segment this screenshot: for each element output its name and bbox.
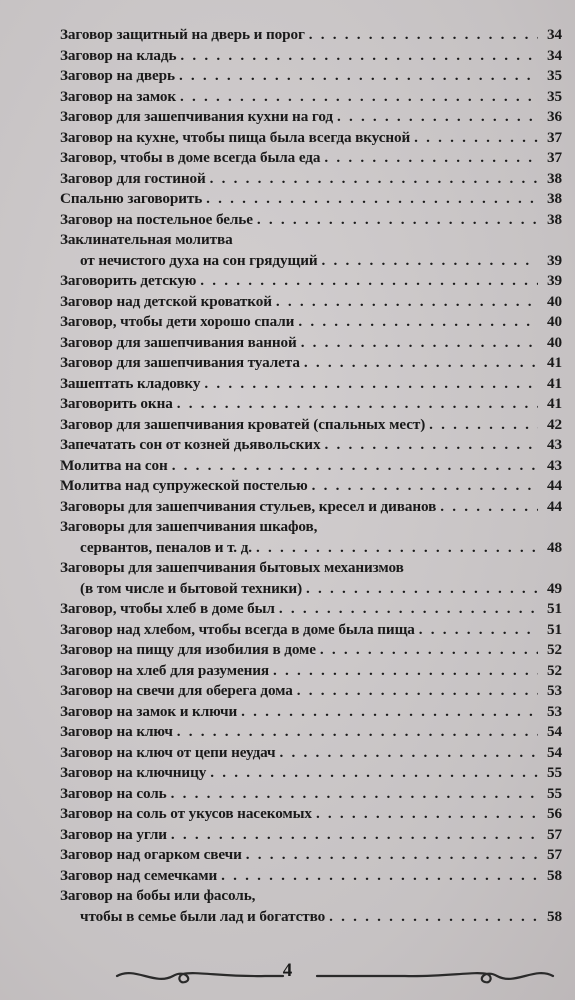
dot-leader [256, 538, 538, 559]
toc-entry [60, 886, 562, 907]
toc-entry-page: 44 [547, 477, 562, 494]
toc-entry-title: Заговоры для зашепчивания бытовых механизмов [60, 559, 404, 576]
toc-entry [60, 87, 562, 108]
dot-leader [297, 681, 538, 702]
dot-leader [329, 907, 538, 928]
toc-entry-page: 55 [547, 784, 562, 802]
toc-entry [60, 784, 562, 805]
dot-leader [180, 87, 538, 108]
dot-leader [276, 292, 538, 313]
toc-entry-page: 40 [547, 292, 562, 310]
toc-entry-title: Заговор над хлебом, чтобы всегда в доме была пища [60, 620, 415, 638]
toc-entry [60, 722, 562, 743]
toc-entry-page: 42 [547, 415, 562, 433]
dot-leader [320, 640, 538, 661]
toc-entry [60, 169, 562, 190]
toc-entry [60, 476, 562, 497]
toc-entry-title: Заговор для зашепчивания ванной [60, 333, 297, 351]
toc-entry-title: Заговор, чтобы в доме всегда была еда [60, 149, 321, 166]
dot-leader [180, 46, 538, 67]
dot-leader [280, 743, 538, 764]
toc-entry [60, 763, 562, 784]
toc-entry-page: 40 [547, 333, 562, 351]
dot-leader [429, 415, 538, 436]
toc-entry [60, 66, 562, 87]
toc-entry [60, 415, 562, 436]
dot-leader [316, 804, 538, 825]
toc-entry-title: Заговор на угли [60, 825, 167, 843]
toc-entry [60, 866, 562, 887]
dot-leader [312, 476, 538, 497]
toc-entry-title: Заговор защитный на дверь и порог [60, 26, 305, 43]
toc-entry [60, 804, 562, 825]
toc-entry-title: Заговор, чтобы хлеб в доме был [60, 600, 275, 617]
dot-leader [257, 210, 538, 231]
dot-leader [273, 661, 538, 682]
toc-entry-title: Заговоры для зашепчивания стульев, кресел и диванов [60, 497, 437, 515]
toc-entry [60, 845, 562, 866]
dot-leader [221, 866, 538, 887]
toc-entry-title: Заговор на кладь [60, 46, 177, 64]
toc-entry-title: Заклинательная молитва [60, 231, 233, 248]
toc-entry [60, 743, 562, 764]
toc-entry [60, 46, 562, 67]
toc-entry-title: Зашептать кладовку [60, 374, 201, 392]
toc-entry [60, 702, 562, 723]
toc-entry [60, 558, 562, 579]
toc-entry-title: сервантов, пеналов и т. д. [80, 538, 252, 556]
toc-entry-page: 38 [547, 190, 562, 207]
toc-entry [60, 497, 562, 518]
dot-leader [206, 189, 538, 210]
toc-entry-page: 39 [547, 251, 562, 269]
toc-entry-title: Спальню заговорить [60, 190, 203, 207]
dot-leader [324, 148, 538, 169]
toc-entry [60, 353, 562, 374]
toc-entry-page: 53 [547, 702, 562, 720]
toc-entry-page: 48 [547, 538, 562, 556]
toc-entry [60, 579, 562, 600]
toc-entry-title: Заговор на бобы или фасоль, [60, 887, 256, 904]
toc-entry-page: 57 [547, 825, 562, 843]
toc-entry [60, 107, 562, 128]
toc-entry-page: 52 [547, 641, 562, 658]
toc-entry-title: Заговор на ключ [60, 723, 173, 740]
toc-entry-title: Заговор над семечками [60, 866, 218, 884]
toc-entry [60, 312, 562, 333]
toc-entry [60, 230, 562, 251]
toc-entry-page: 56 [547, 805, 562, 822]
dot-leader [204, 374, 538, 395]
toc-entry-page: 58 [547, 907, 562, 925]
toc-entry [60, 271, 562, 292]
toc-entry [60, 210, 562, 231]
toc-entry-page: 54 [547, 723, 562, 740]
toc-entry-title: Заговор на кухне, чтобы пища была всегда вкусной [60, 128, 411, 146]
toc-entry [60, 394, 562, 415]
toc-entry-title: Запечатать сон от козней дьявольских [60, 436, 321, 453]
dot-leader [172, 456, 538, 477]
toc-entry [60, 538, 562, 559]
toc-entry-page: 43 [547, 456, 562, 474]
toc-entry-page: 53 [547, 682, 562, 699]
dot-leader [177, 722, 538, 743]
toc-entry-title: Заговор над детской кроваткой [60, 292, 272, 310]
toc-entry-page: 52 [547, 661, 562, 679]
toc-entry-title: Заговор на ключ от цепи неудач [60, 743, 276, 761]
dot-leader [200, 271, 538, 292]
toc-entry-title: Заговор на ключницу [60, 764, 207, 781]
dot-leader [419, 620, 538, 641]
toc-entry-title: Заговор для зашепчивания кроватей (спальных мест) [60, 415, 426, 433]
toc-entry-title: от нечистого духа на сон грядущий [80, 251, 318, 269]
toc-entry-page: 55 [547, 764, 562, 781]
table-of-contents [60, 25, 562, 927]
toc-entry [60, 620, 562, 641]
toc-entry [60, 907, 562, 928]
toc-entry [60, 374, 562, 395]
toc-entry [60, 435, 562, 456]
toc-entry [60, 640, 562, 661]
dot-leader [309, 25, 538, 46]
toc-entry [60, 681, 562, 702]
toc-entry [60, 189, 562, 210]
toc-entry [60, 128, 562, 149]
toc-entry-title: (в том числе и бытовой техники) [80, 579, 303, 597]
toc-entry-title: Заговор для зашепчивания туалета [60, 354, 300, 371]
toc-entry-page: 34 [547, 46, 562, 64]
toc-entry-page: 35 [547, 67, 562, 84]
page-number: 4 [282, 960, 293, 981]
toc-entry-title: Молитва на сон [60, 456, 168, 474]
toc-entry-title: Молитва над супружеской постелью [60, 477, 308, 494]
toc-entry-page: 51 [547, 620, 562, 638]
toc-entry-title: Заговор на пищу для изобилия в доме [60, 641, 316, 658]
toc-entry-title: Заговоры для зашепчивания шкафов, [60, 518, 318, 535]
dot-leader [171, 784, 538, 805]
dot-leader [324, 435, 538, 456]
dot-leader [414, 128, 538, 149]
dot-leader [246, 845, 538, 866]
toc-entry-title: Заговор на соль от укусов насекомых [60, 805, 312, 822]
toc-entry-page: 40 [547, 313, 562, 330]
toc-entry-title: Заговор, чтобы дети хорошо спали [60, 313, 295, 330]
toc-entry-page: 54 [547, 743, 562, 761]
toc-entry-page: 39 [547, 272, 562, 289]
toc-entry-title: Заговор для гостиной [60, 169, 206, 187]
toc-entry-page: 41 [547, 354, 562, 371]
toc-entry [60, 599, 562, 620]
toc-entry-title: Заговор для зашепчивания кухни на год [60, 108, 333, 125]
toc-entry-page: 38 [547, 210, 562, 228]
toc-entry-page: 41 [547, 395, 562, 412]
toc-entry-page: 49 [547, 579, 562, 597]
toc-entry [60, 661, 562, 682]
dot-leader [177, 394, 538, 415]
dot-leader [298, 312, 538, 333]
toc-entry [60, 251, 562, 272]
dot-leader [306, 579, 538, 600]
toc-entry [60, 25, 562, 46]
dot-leader [171, 825, 538, 846]
dot-leader [279, 599, 538, 620]
toc-entry-page: 44 [547, 497, 562, 515]
toc-entry [60, 825, 562, 846]
toc-entry-title: Заговор на хлеб для разумения [60, 661, 270, 679]
toc-entry-page: 51 [547, 600, 562, 617]
toc-entry-title: Заговор над огарком свечи [60, 846, 242, 863]
dot-leader [179, 66, 538, 87]
toc-entry-page: 41 [547, 374, 562, 392]
toc-entry-title: Заговор на свечи для оберега дома [60, 682, 293, 699]
toc-entry-title: Заговорить окна [60, 395, 173, 412]
toc-entry-title: Заговор на дверь [60, 67, 175, 84]
toc-entry-title: Заговор на замок [60, 87, 177, 105]
dot-leader [210, 169, 538, 190]
toc-entry-title: чтобы в семье были лад и богатство [80, 907, 326, 925]
toc-entry [60, 292, 562, 313]
dot-leader [304, 353, 538, 374]
toc-entry [60, 333, 562, 354]
toc-entry-page: 37 [547, 128, 562, 146]
toc-entry-page: 37 [547, 149, 562, 166]
toc-entry-page: 58 [547, 866, 562, 884]
dot-leader [337, 107, 538, 128]
dot-leader [301, 333, 538, 354]
toc-entry [60, 148, 562, 169]
toc-entry-title: Заговор на замок и ключи [60, 702, 238, 720]
toc-entry [60, 517, 562, 538]
toc-entry-page: 36 [547, 108, 562, 125]
toc-entry-page: 57 [547, 846, 562, 863]
toc-entry-title: Заговор на соль [60, 784, 167, 802]
toc-entry-page: 34 [547, 26, 562, 43]
toc-entry-page: 38 [547, 169, 562, 187]
dot-leader [322, 251, 538, 272]
toc-entry [60, 456, 562, 477]
toc-entry-title: Заговорить детскую [60, 272, 197, 289]
dot-leader [241, 702, 538, 723]
toc-entry-page: 43 [547, 436, 562, 453]
dot-leader [440, 497, 538, 518]
toc-entry-title: Заговор на постельное белье [60, 210, 253, 228]
toc-entry-page: 35 [547, 87, 562, 105]
dot-leader [210, 763, 538, 784]
